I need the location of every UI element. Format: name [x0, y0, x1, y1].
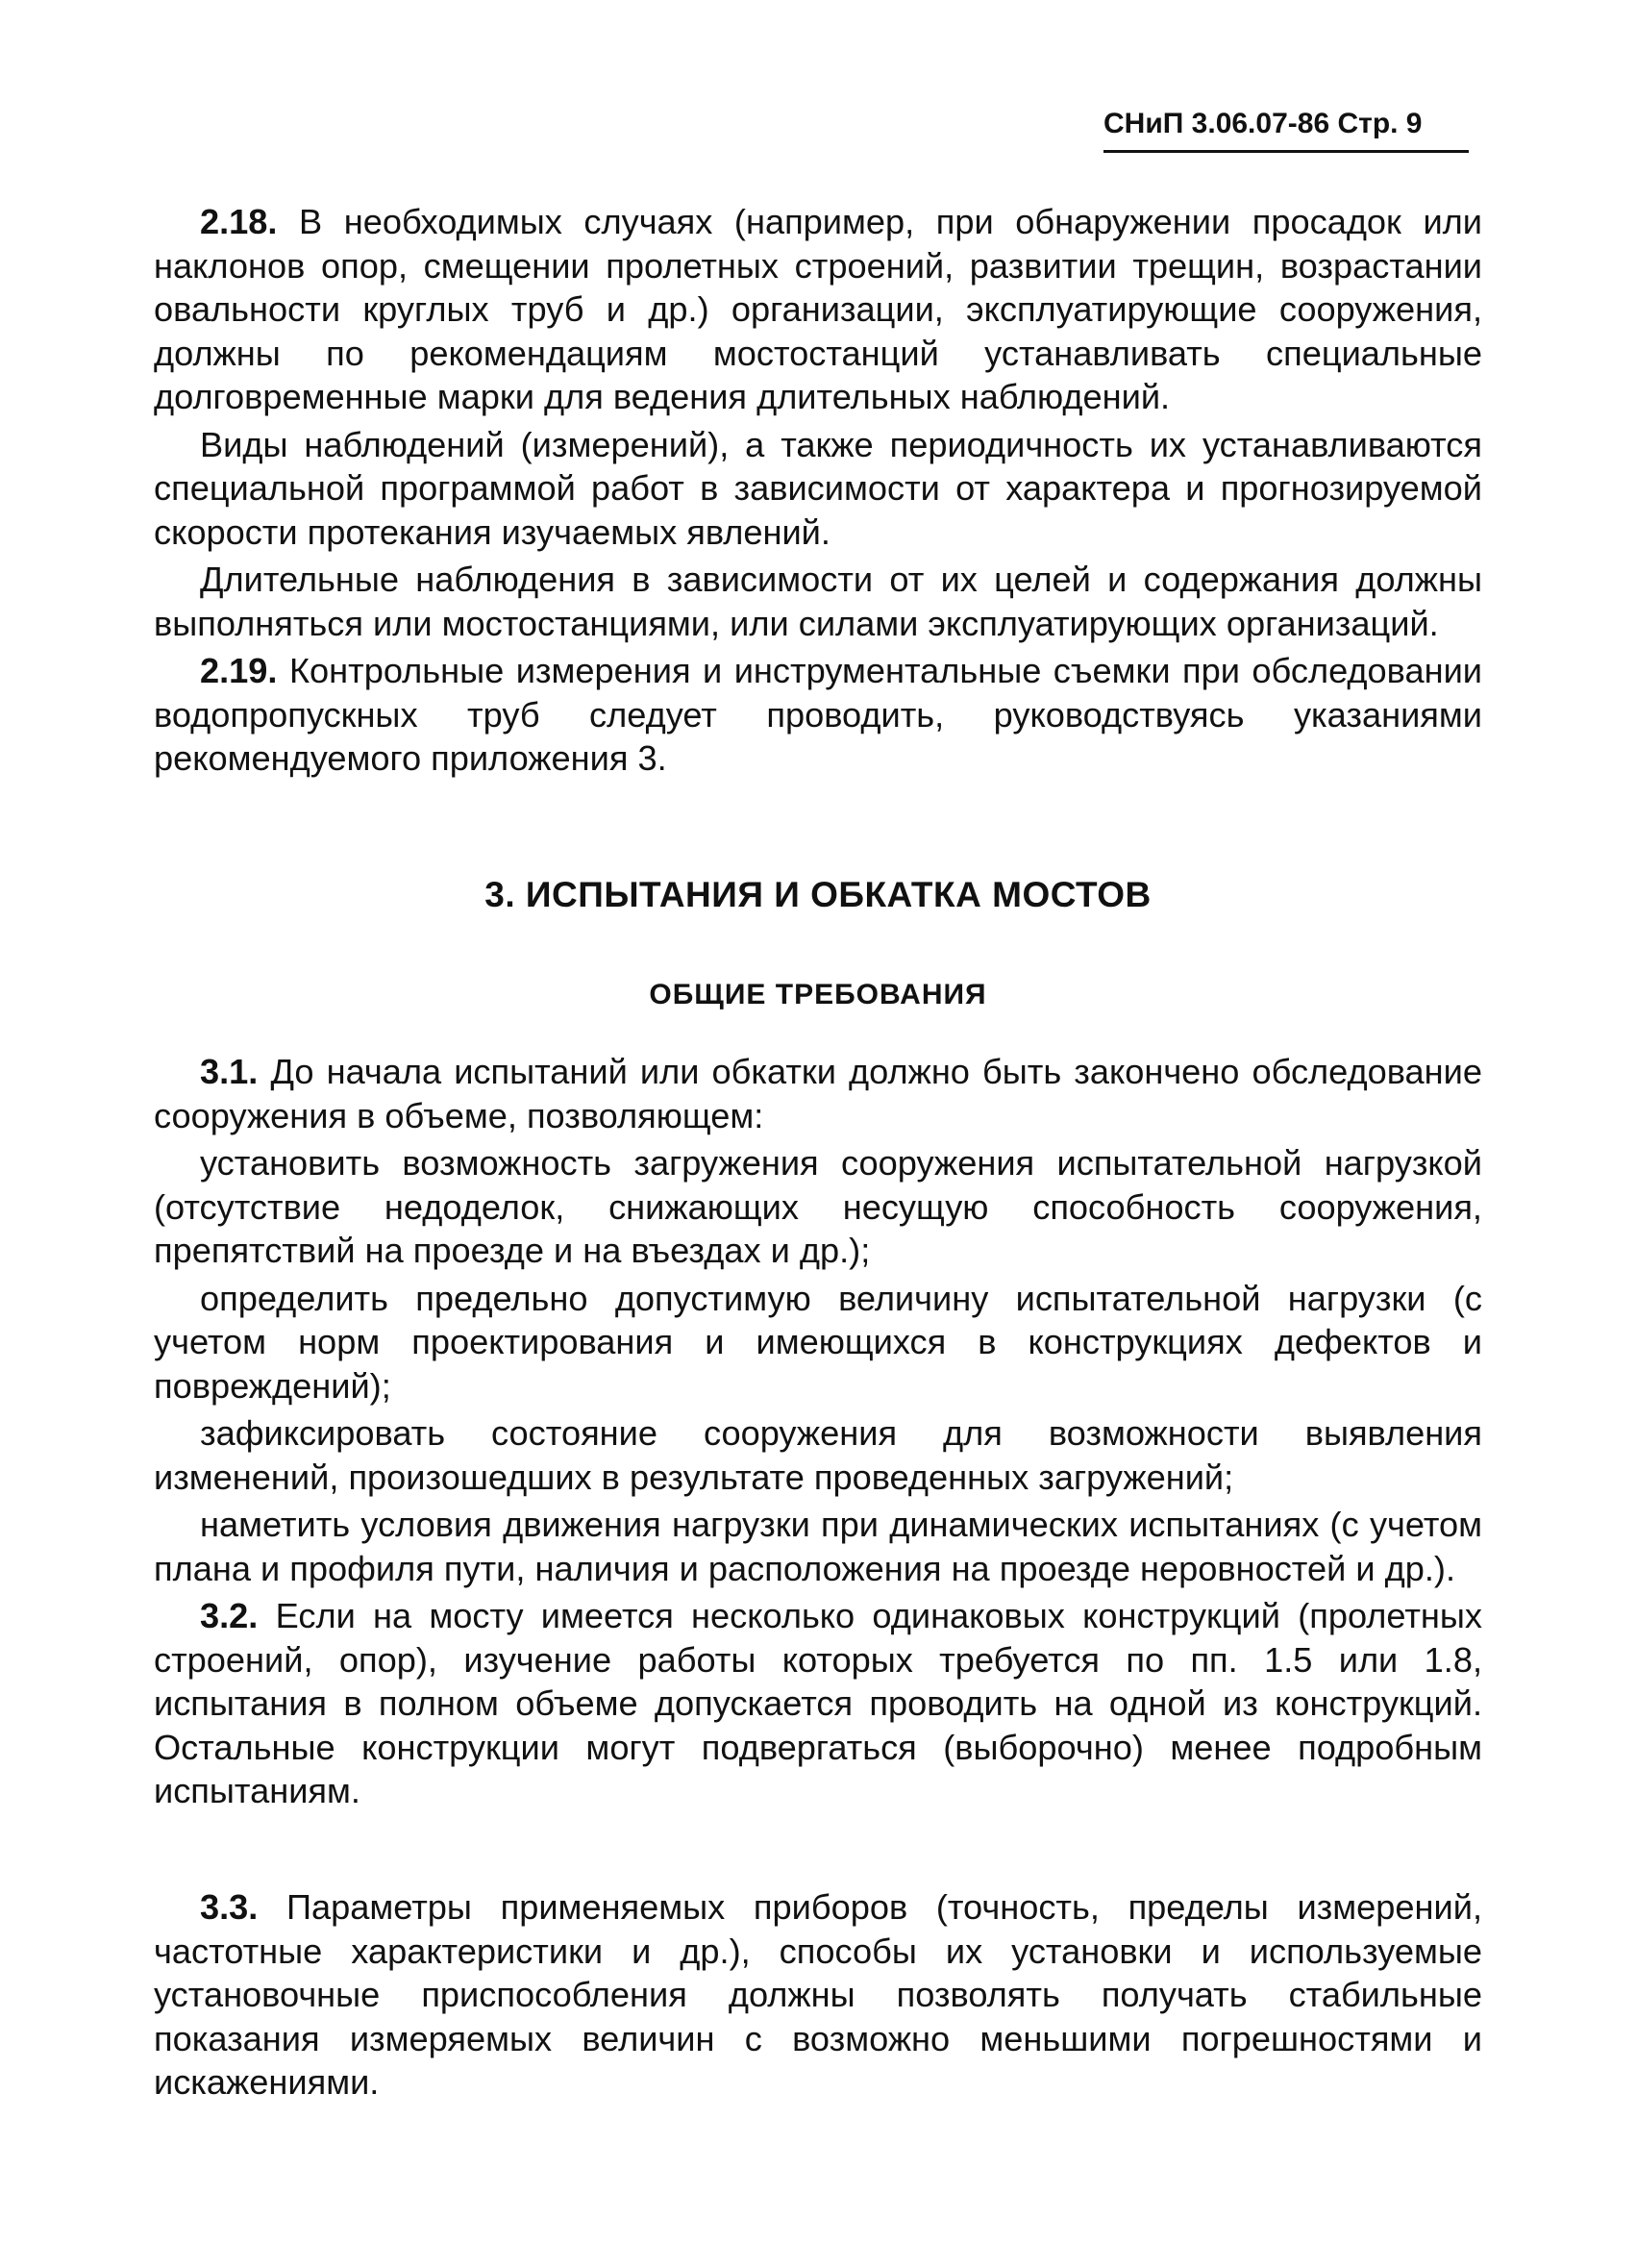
paragraph-3-3 [154, 1885, 1482, 2105]
paragraph-3-2 [154, 1594, 1482, 1813]
clause-text: До начала испытаний или обкатки должно быть закончено обследование сооружения в объеме, позволяющем: [154, 1052, 1482, 1135]
list-item: установить возможность загружения сооружения испытательной нагрузкой (отсутствие недоделок, снижающих несущую способность сооружения, препятствий на проезде и на въездах и др.); [154, 1143, 1482, 1270]
paragraph-3-1 [154, 1050, 1482, 1137]
section-2-block [154, 200, 1482, 781]
header-text: СНиП 3.06.07-86 Стр. 9 [1103, 108, 1423, 139]
section-subtitle: ОБЩИЕ ТРЕБОВАНИЯ [649, 979, 987, 1010]
clause-number: 2.19. [200, 651, 278, 690]
section-3-3-block [154, 1885, 1482, 2105]
list-item: зафиксировать состояние сооружения для возможности выявления изменений, произошедших в результате проведенных загружений; [154, 1413, 1482, 1497]
clause-number: 3.2. [200, 1596, 259, 1635]
clause-number: 2.18. [200, 202, 278, 241]
header-rule [1103, 150, 1469, 153]
clause-text: Если на мосту имеется несколько одинаковых конструкций (пролетных строений, опор), изучение работы которых требуется по пп. 1.5 или 1.8, испытания в полном объеме допускается проводить на одной из конструкций. Остальные конструкции могут подвергаться (выборочно) менее подробным испытаниям. [154, 1596, 1482, 1810]
paragraph-2-19 [154, 649, 1482, 781]
list-item: определить предельно допустимую величину испытательной нагрузки (с учетом норм проектирования и имеющихся в конструкциях дефектов и повреждений); [154, 1278, 1482, 1406]
clause-number: 3.3. [200, 1887, 259, 1927]
page-header [1103, 108, 1469, 158]
clause-number: 3.1. [200, 1052, 259, 1091]
section-title: 3. ИСПЫТАНИЯ И ОБКАТКА МОСТОВ [484, 875, 1152, 914]
paragraph-views: Виды наблюдений (измерений), а также периодичность их устанавливаются специальной программой работ в зависимости от характера и прогнозируемой скорости протекания изучаемых явлений. [154, 424, 1482, 552]
paragraph-long-observations: Длительные наблюдения в зависимости от их целей и содержания должны выполняться или мостостанциями, или силами эксплуатирующих организаций. [154, 560, 1482, 643]
clause-text: Контрольные измерения и инструментальные съемки при обследовании водопропускных труб следует проводить, руководствуясь указаниями рекомендуемого приложения 3. [154, 651, 1482, 778]
paragraph-2-18 [154, 200, 1482, 419]
section-3-block [154, 1050, 1482, 1813]
clause-text: В необходимых случаях (например, при обнаружении просадок или наклонов опор, смещении пролетных строений, развитии трещин, возрастании овальности круглых труб и др.) организации, эксплуатирующие сооружения, должны по рекомендациям мостостанций устанавливать специальные долговременные марки для ведения длительных наблюдений. [154, 202, 1482, 416]
clause-text: Параметры применяемых приборов (точность, пределы измерений, частотные характеристики и др.), способы их установки и используемые установочные приспособления должны позволять получать стабильные показания измеряемых величин с возможно меньшими погрешностями и искажениями. [154, 1887, 1482, 2102]
list-item: наметить условия движения нагрузки при динамических испытаниях (с учетом плана и профиля пути, наличия и расположения на проезде неровностей и др.). [154, 1505, 1482, 1588]
